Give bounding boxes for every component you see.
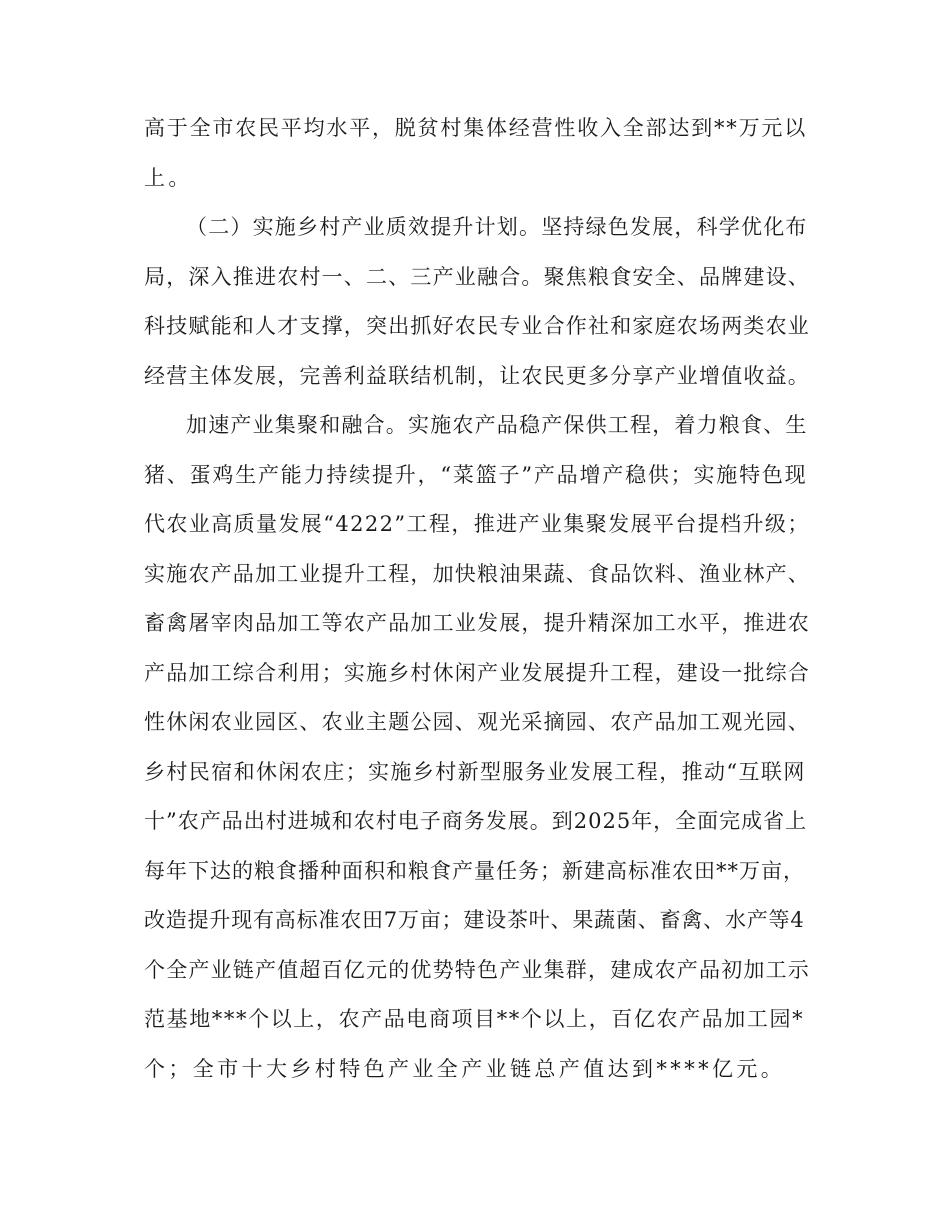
text-line: 高于全市农民平均水平，脱贫村集体经营性收入全部达到**万元以	[144, 116, 807, 140]
paragraph-start-line: 加速产业集聚和融合。实施农产品稳产保供工程，着力粮食、生	[186, 413, 808, 437]
text-line: 十”农产品出村进城和农村电子商务发展。到2025年，全面完成省上	[144, 809, 808, 833]
text-line: 经营主体发展，完善利益联结机制，让农民更多分享产业增值收益。	[144, 364, 810, 388]
text-line: 改造提升现有高标准农田7万亩；建设茶叶、果蔬菌、畜禽、水产等4	[144, 908, 805, 932]
section-heading-line: （二）实施乡村产业质效提升计划。坚持绿色发展，科学优化布	[186, 215, 808, 239]
text-line: 范基地***个以上，农产品电商项目**个以上，百亿农产品加工园*	[144, 1007, 805, 1031]
text-line: 实施农产品加工业提升工程，加快粮油果蔬、食品饮料、渔业林产、	[144, 562, 810, 586]
text-line: 每年下达的粮食播种面积和粮食产量任务；新建高标准农田**万亩，	[144, 859, 805, 883]
text-line: 畜禽屠宰肉品加工等农产品加工业发展，提升精深加工水平，推进农	[144, 611, 810, 635]
text-line: 个；全市十大乡村特色产业全产业链总产值达到****亿元。	[144, 1057, 786, 1081]
text-line: 乡村民宿和休闲农庄；实施乡村新型服务业发展工程，推动“互联网	[144, 760, 806, 784]
text-line: 上。	[144, 166, 193, 190]
text-line: 产品加工综合利用；实施乡村休闲产业发展提升工程，建设一批综合	[144, 661, 810, 685]
text-line: 科技赋能和人才支撑，突出抓好农民专业合作社和家庭农场两类农业	[144, 314, 810, 338]
text-line: 猪、蛋鸡生产能力持续提升，“菜篮子”产品增产稳供；实施特色现	[144, 463, 808, 487]
text-line: 代农业高质量发展“4222”工程，推进产业集聚发展平台提档升级；	[144, 512, 810, 536]
text-line: 性休闲农业园区、农业主题公园、观光采摘园、农产品加工观光园、	[144, 710, 810, 734]
text-line: 局，深入推进农村一、二、三产业融合。聚焦粮食安全、品牌建设、	[144, 265, 810, 289]
text-line: 个全产业链产值超百亿元的优势特色产业集群，建成农产品初加工示	[144, 958, 810, 982]
